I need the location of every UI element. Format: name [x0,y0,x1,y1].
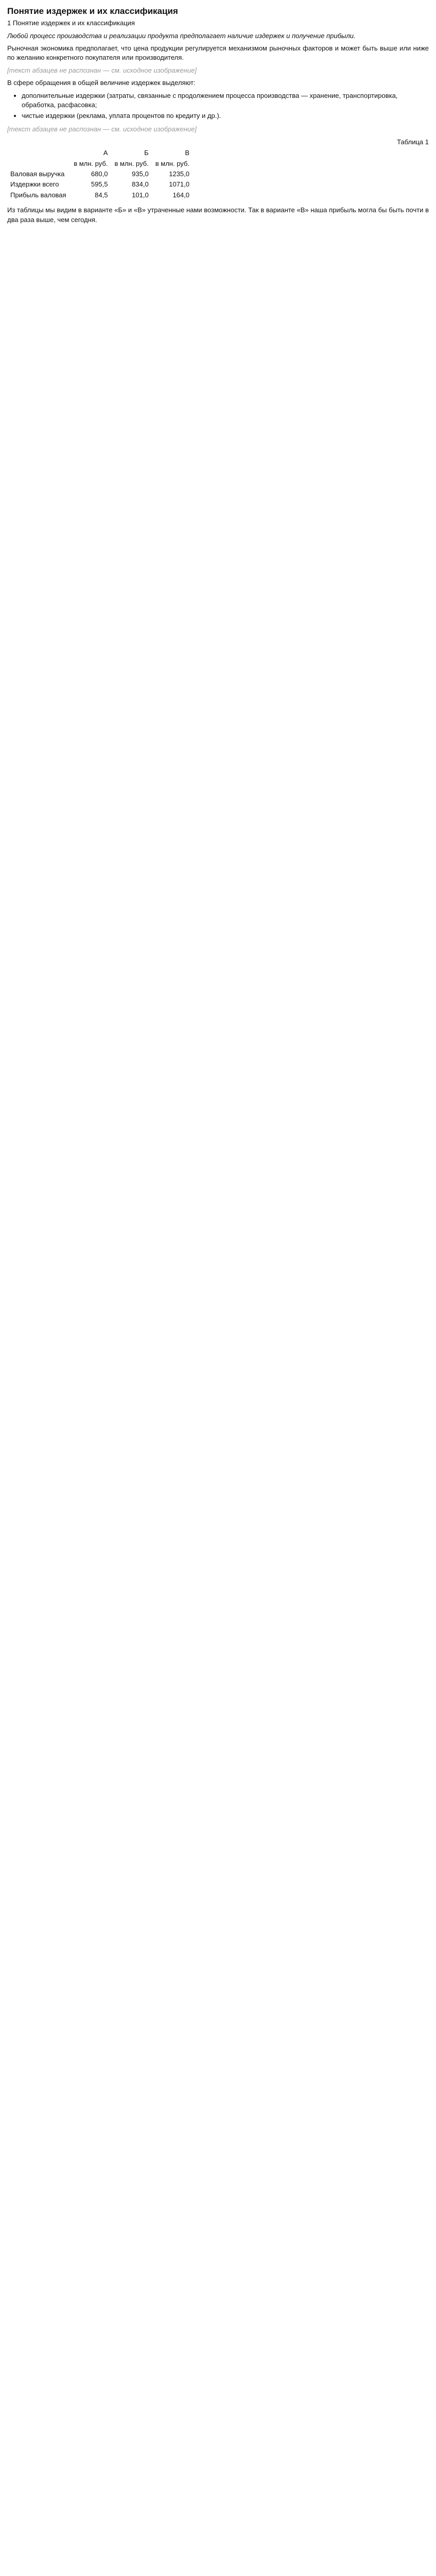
table-cell: 164,0 [172,191,189,199]
list-item: • чистые издержки (реклама, уплата процентов по кредиту и др.). [22,111,429,121]
table-header-cell [7,148,70,158]
table-units-row [7,159,193,169]
table-header-cell: В [185,149,189,157]
table-cell: 1235,0 [169,170,189,178]
table-caption: Таблица 1 [397,138,429,146]
unrecognized-text-placeholder: [текст абзацев не распознан — см. исходное изображение] [7,125,197,133]
closing-paragraph: Из таблицы мы видим в варианте «Б» и «В» утраченные нами возможности. Так в варианте «В» наша прибыль могла бы быть почти в два раза выше, чем сегодня. [7,206,429,224]
revenue-table [7,148,193,200]
section-heading: 1 Понятие издержек и их классификация [7,19,135,27]
table-header-row [7,148,193,158]
table-cell: Прибыль валовая [10,191,66,199]
table-row [7,190,193,200]
list-item: • дополнительные издержки (затраты, связанные с продолжением процесса производства — хранение, транспортировка, обработка, расфасовка; [22,91,429,110]
table-cell: в млн. руб. [74,159,108,167]
table-row [7,179,193,190]
paragraph: Рыночная экономика предполагает, что цена продукции регулируется механизмом рыночных факторов и может быть выше или ниже по желанию конкретного покупателя или производителя. [7,44,429,62]
table-cell: 595,5 [91,180,108,189]
table-cell: 84,5 [95,191,108,199]
table-cell: Издержки всего [10,180,59,189]
page-title: Понятие издержек и их классификация [7,6,178,16]
table-cell: 834,0 [132,180,149,189]
table-cell: в млн. руб. [155,159,189,167]
table-cell: 101,0 [132,191,149,199]
table-cell: Валовая выручка [10,170,65,178]
unrecognized-text-placeholder: [текст абзацев не распознан — см. исходное изображение] [7,66,197,74]
table-row [7,169,193,179]
paragraph: Любой процесс производства и реализации продукта предполагает наличие издержек и получение прибыли. [7,31,356,40]
table-cell [7,159,70,169]
table-header-cell: А [103,149,108,157]
cost-list-intro: В сфере обращения в общей величине издержек выделяют: [7,79,196,87]
table-cell: 1071,0 [169,180,189,189]
cost-list [7,91,429,121]
table-cell: в млн. руб. [114,159,149,167]
document-page [0,0,436,238]
table-cell: 935,0 [132,170,149,178]
table-header-cell: Б [144,149,149,157]
table-cell: 680,0 [91,170,108,178]
